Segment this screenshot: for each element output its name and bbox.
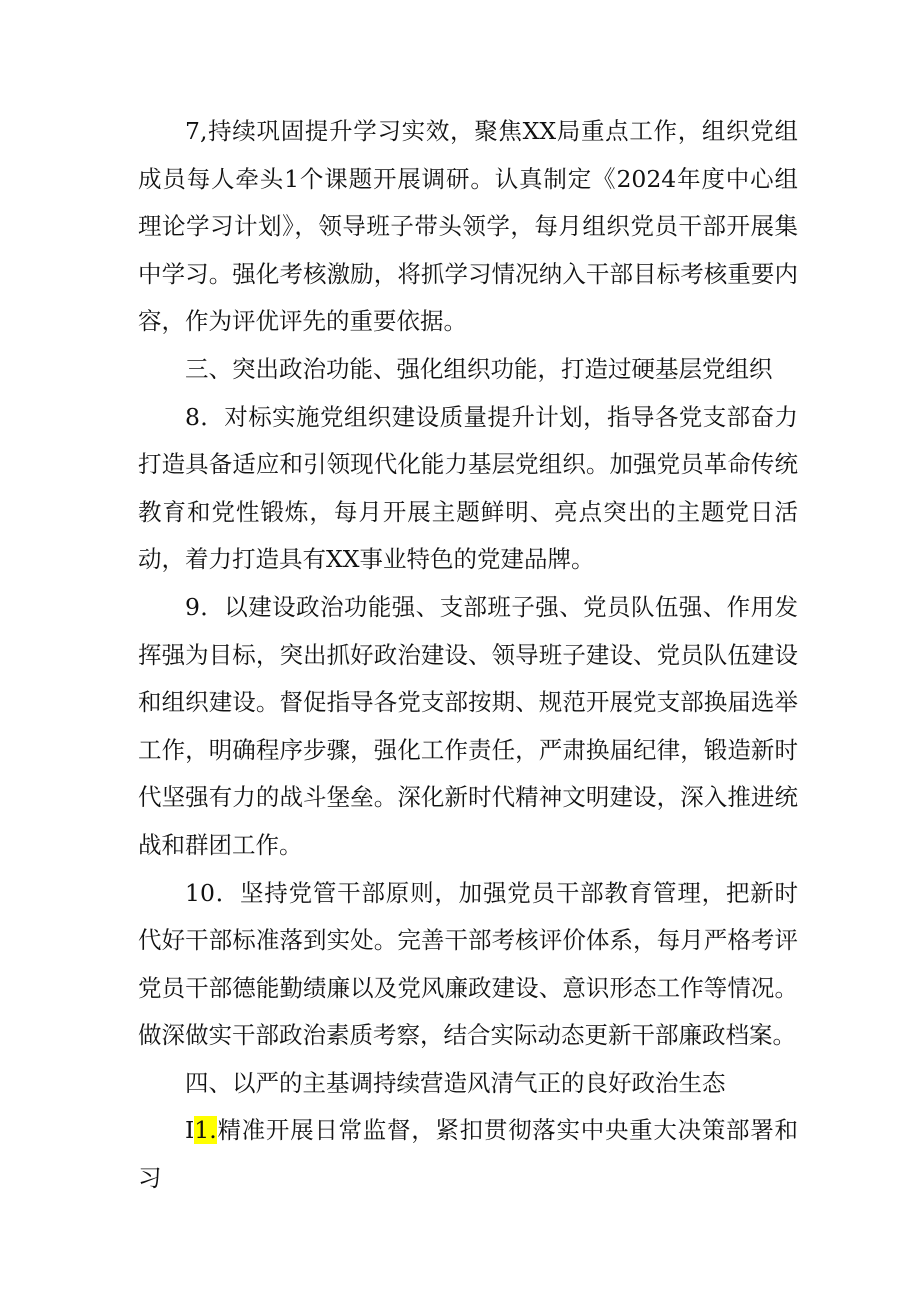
paragraph-item-10: 10．坚持党管干部原则，加强党员干部教育管理，把新时代好干部标准落到实处。完善干部考核评价体系，每月严格考评党员干部德能勤绩廉以及党风廉政建设、意识形态工作等情况。做深做实干部政治素质考察，结合实际动态更新干部廉政档案。 (138, 878, 798, 1050)
section-heading-3: 三、突出政治功能、强化组织功能，打造过硬基层党组织 (185, 354, 773, 383)
paragraph-item-11 (138, 1107, 798, 1202)
document-body (138, 108, 798, 1203)
item-number-prefix: I (185, 1116, 195, 1145)
section-heading-4: 四、以严的主基调持续营造风清气正的良好政治生态 (185, 1068, 726, 1097)
paragraph-item-9: 9．以建设政治功能强、支部班子强、党员队伍强、作用发挥强为目标，突出抓好政治建设、领导班子建设、党员队伍建设和组织建设。督促指导各党支部按期、规范开展党支部换届选举工作，明确程序步骤，强化工作责任，严肃换届纪律，锻造新时代坚强有力的战斗堡垒。深化新时代精神文明建设，深入推进统战和群团工作。 (138, 592, 798, 859)
paragraph-item-8: 8．对标实施党组织建设质量提升计划，指导各党支部奋力打造具备适应和引领现代化能力基层党组织。加强党员革命传统教育和党性锻炼，每月开展主题鲜明、亮点突出的主题党日活动，着力打造具有XX事业特色的党建品牌。 (138, 402, 798, 574)
paragraph-item-11-text: 精准开展日常监督，紧扣贯彻落实中央重大决策部署和习 (138, 1116, 798, 1193)
highlighted-number: 1. (194, 1116, 217, 1145)
paragraph-item-7: 7,持续巩固提升学习实效，聚焦XX局重点工作，组织党组成员每人牵头1个课题开展调研。认真制定《2024年度中心组理论学习计划》，领导班子带头领学，每月组织党员干部开展集中学习。强化考核激励，将抓学习情况纳入干部目标考核重要内容，作为评优评先的重要依据。 (138, 117, 798, 336)
